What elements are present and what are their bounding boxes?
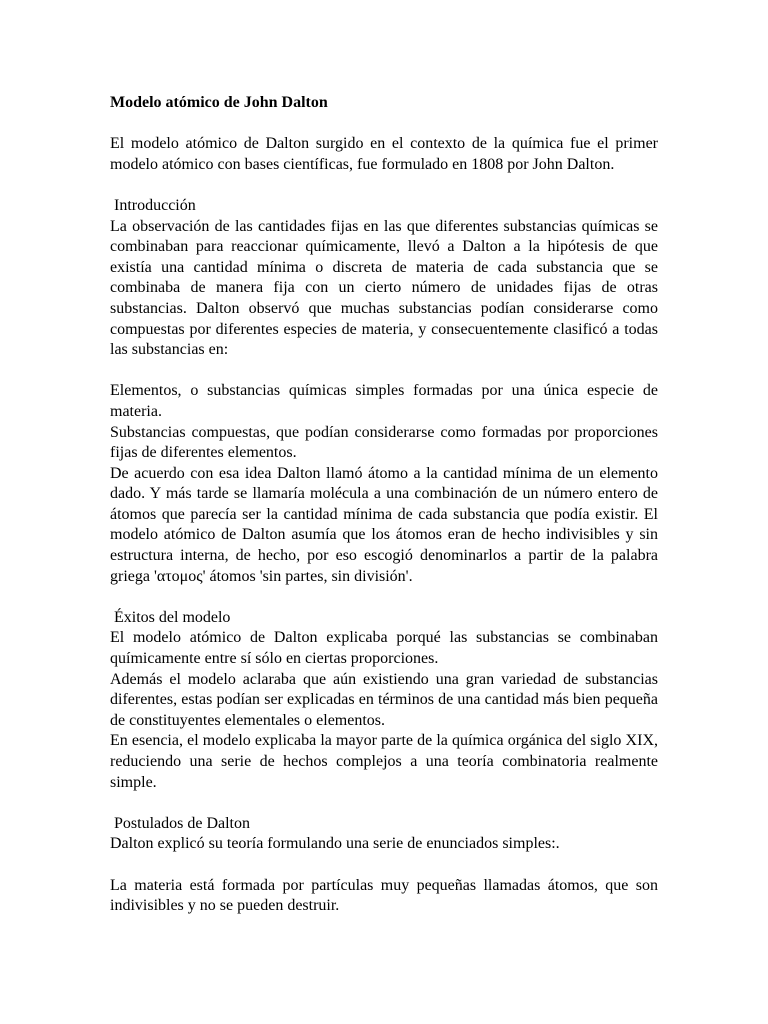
paragraph: De acuerdo con esa idea Dalton llamó átomo a la cantidad mínima de un elemento dado. Y más tarde se llamaría molécula a una combinación de un número entero de átomos que parecía ser la cantidad mínima de cada substancia que podía existir. El modelo atómico de Dalton asumía que los átomos eran de hecho indivisibles y sin estructura interna, de hecho, por eso escogió denominarlos a partir de la palabra griega 'ατομος' átomos 'sin partes, sin división'.: [110, 464, 658, 585]
section-heading-introduccion: Introducción: [114, 196, 196, 214]
section-heading-exitos: Éxitos del modelo: [114, 608, 231, 626]
paragraph: Substancias compuestas, que podían considerarse como formadas por proporciones fijas de diferentes elementos.: [110, 423, 658, 462]
spacer: [110, 587, 658, 608]
spacer: [110, 361, 658, 382]
spacer: [110, 793, 658, 814]
intro-paragraph: El modelo atómico de Dalton surgido en el contexto de la química fue el primer modelo atómico con bases científicas, fue formulado en 1808 por John Dalton.: [110, 135, 658, 173]
spacer: [110, 855, 658, 876]
paragraph: El modelo atómico de Dalton explicaba porqué las substancias se combinaban químicamente entre sí sólo en ciertas proporciones.: [110, 629, 658, 668]
paragraph: La observación de las cantidades fijas en las que diferentes substancias químicas se combinaban para reaccionar químicamente, llevó a Dalton a la hipótesis de que existía una cantidad mínima o discreta de materia de cada substancia que se combinaba de manera fija con un cierto número de unidades fijas de otras substancias. Dalton observó que muchas substancias podían considerarse como compuestas por diferentes especies de materia, y consecuentemente clasificó a todas las substancias en:: [110, 217, 658, 359]
section-heading-postulados: Postulados de Dalton: [114, 814, 250, 832]
paragraph: La materia está formada por partículas muy pequeñas llamadas átomos, que son indivisibles y no se pueden destruir.: [110, 876, 658, 915]
paragraph: Elementos, o substancias químicas simples formadas por una única especie de materia.: [110, 382, 658, 420]
document-page: [110, 93, 658, 917]
paragraph: Además el modelo aclaraba que aún existiendo una gran variedad de substancias diferentes, estas podían ser explicadas en términos de una cantidad más bien pequeña de constituyentes elementales o elementos.: [110, 670, 658, 729]
paragraph: En esencia, el modelo explicaba la mayor parte de la química orgánica del siglo XIX, reduciendo una serie de hechos complejos a una teoría combinatoria realmente simple.: [110, 732, 658, 791]
paragraph: Dalton explicó su teoría formulando una serie de enunciados simples:.: [110, 835, 560, 853]
spacer: [110, 175, 658, 196]
document-title: Modelo atómico de John Dalton: [110, 94, 328, 111]
